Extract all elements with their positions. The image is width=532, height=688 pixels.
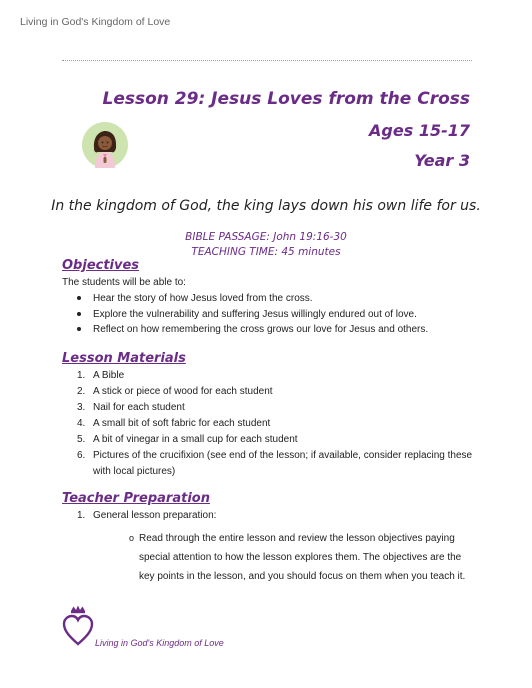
list-item — [77, 384, 477, 400]
header-divider — [62, 60, 472, 61]
material-text: Pictures of the crucifixion (see end of the lesson; if available, consider replacing these with local pictures) — [93, 450, 473, 477]
crowned-heart-logo-icon — [62, 605, 94, 647]
bullet-icon — [77, 296, 81, 300]
material-text: A stick or piece of wood for each student — [93, 386, 273, 397]
objective-text: Hear the story of how Jesus loved from the cross. — [93, 293, 313, 304]
year-label: Year 3 — [414, 151, 470, 170]
item-number: 1. — [77, 510, 86, 521]
list-item — [77, 448, 477, 480]
item-number: 4. — [77, 418, 86, 429]
bible-passage: BIBLE PASSAGE: John 19:16-30 — [185, 231, 347, 243]
material-text: A Bible — [93, 370, 125, 381]
bullet-icon — [77, 327, 81, 331]
teacher-preparation-list — [77, 508, 477, 586]
material-text: A bit of vinegar in a small cup for each student — [93, 434, 298, 445]
sub-bullet-icon: o — [129, 533, 135, 543]
list-item — [77, 291, 428, 307]
item-number: 6. — [77, 450, 86, 461]
item-number: 5. — [77, 434, 86, 445]
list-item — [77, 416, 477, 432]
sub-list-item — [129, 529, 469, 586]
objective-text: Explore the vulnerability and suffering Jesus willingly endured out of love. — [93, 308, 417, 320]
objectives-list — [77, 291, 428, 338]
item-number: 2. — [77, 386, 86, 397]
materials-list — [77, 368, 477, 480]
age-range: Ages 15-17 — [369, 121, 470, 140]
sub-item-text: Read through the entire lesson and review the lesson objectives paying special attention to how the lesson explores them. The objectives are the key points in the lesson, and you should focus on them when you teach it. — [139, 533, 466, 582]
list-item — [77, 307, 428, 323]
list-item — [77, 432, 477, 448]
item-number: 1. — [77, 370, 86, 381]
material-text: Nail for each student — [93, 402, 185, 413]
teaching-time: TEACHING TIME: 45 minutes — [191, 246, 341, 258]
objective-text: Reflect on how remembering the cross grows our love for Jesus and others. — [93, 324, 429, 335]
lesson-title: Lesson 29: Jesus Loves from the Cross — [102, 89, 470, 109]
objectives-intro: The students will be able to: — [62, 277, 186, 288]
item-number: 3. — [77, 402, 86, 413]
running-header: Living in God's Kingdom of Love — [20, 16, 171, 28]
teacher-preparation-heading: Teacher Preparation — [62, 491, 210, 506]
bullet-icon — [77, 312, 81, 316]
objectives-heading: Objectives — [62, 258, 140, 273]
list-item — [77, 508, 477, 586]
list-item — [77, 400, 477, 416]
list-item — [77, 368, 477, 384]
materials-heading: Lesson Materials — [62, 351, 186, 366]
prep-text: General lesson preparation: — [93, 510, 217, 521]
material-text: A small bit of soft fabric for each student — [93, 418, 271, 429]
lesson-theme: In the kingdom of God, the king lays down his own life for us. — [51, 198, 481, 214]
praying-girl-avatar-icon — [81, 121, 129, 169]
list-item — [77, 322, 428, 338]
footer-text: Living in God's Kingdom of Love — [95, 638, 224, 648]
